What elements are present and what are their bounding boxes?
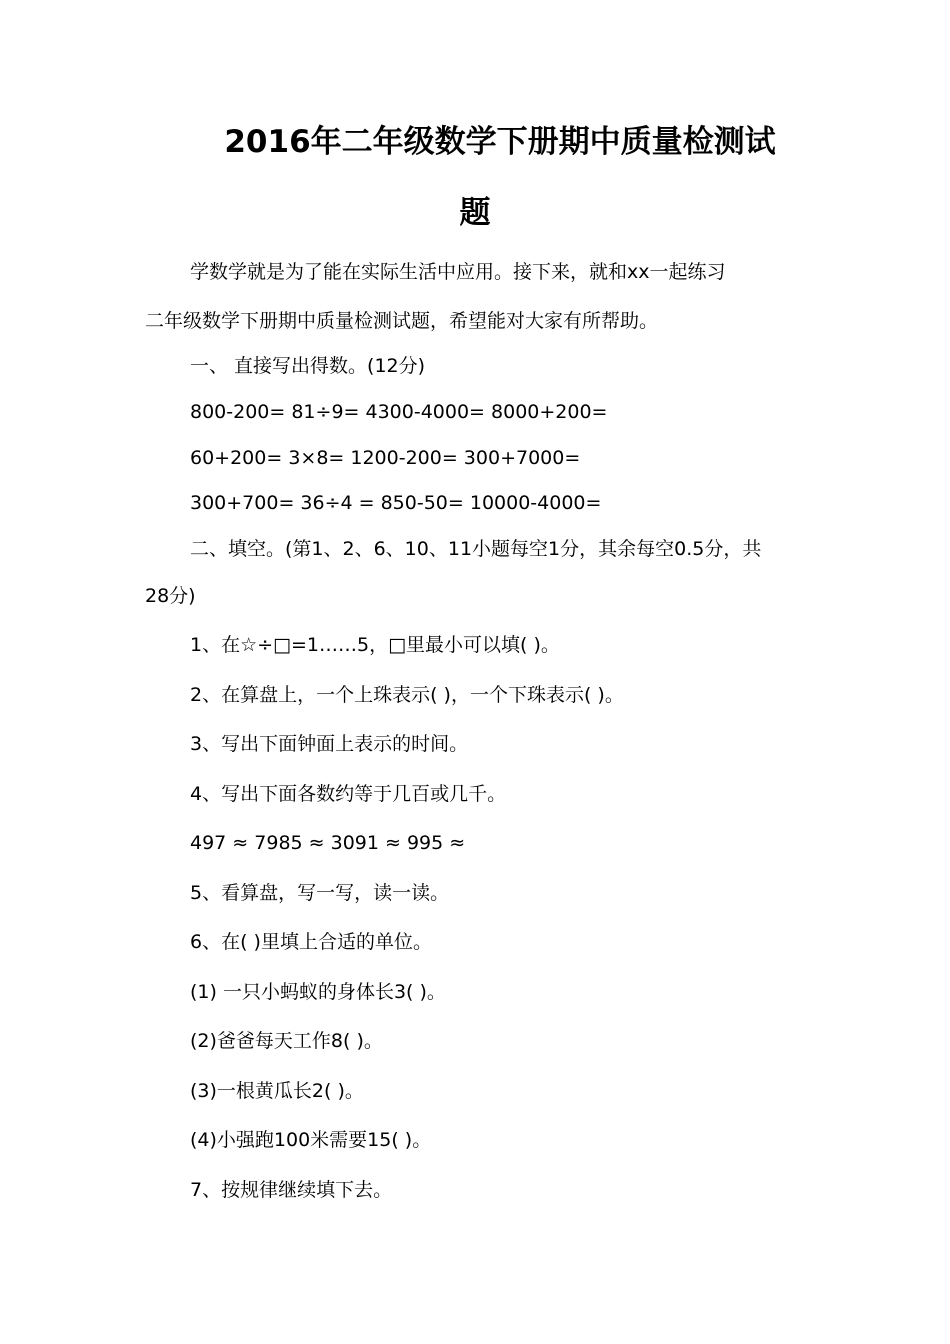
section-1-heading: 一、 直接写出得数。(12分) [190,355,426,377]
arithmetic-row-1: 800-200= 81÷9= 4300-4000= 8000+200= [190,401,608,423]
arithmetic-row-2: 60+200= 3×8= 1200-200= 300+7000= [190,447,581,469]
question-4-numbers: 497 ≈ 7985 ≈ 3091 ≈ 995 ≈ [190,832,466,854]
document-title-line-2: 题 [459,195,491,231]
question-6-item-3: (3)一根黄瓜长2( )。 [190,1080,364,1102]
arithmetic-row-3: 300+700= 36÷4 = 850-50= 10000-4000= [190,492,602,514]
question-6: 6、在( )里填上合适的单位。 [190,931,432,953]
section-2-heading-cont: 28分) [145,585,196,607]
section-2-heading: 二、填空。(第1、2、6、10、11小题每空1分，其余每空0.5分，共 [190,538,762,560]
question-1: 1、在☆÷□=1……5，□里最小可以填( )。 [190,634,560,656]
question-7: 7、按规律继续填下去。 [190,1179,393,1201]
question-5: 5、看算盘，写一写，读一读。 [190,882,450,904]
intro-line-1: 学数学就是为了能在实际生活中应用。接下来，就和xx一起练习 [190,261,726,283]
question-6-item-4: (4)小强跑100米需要15( )。 [190,1129,432,1151]
question-2: 2、在算盘上，一个上珠表示( )，一个下珠表示( )。 [190,684,624,706]
question-6-item-1: (1) 一只小蚂蚁的身体长3( )。 [190,981,446,1003]
question-3: 3、写出下面钟面上表示的时间。 [190,733,469,755]
intro-line-2: 二年级数学下册期中质量检测试题，希望能对大家有所帮助。 [145,310,659,332]
question-6-item-2: (2)爸爸每天工作8( )。 [190,1030,383,1052]
document-title-line-1: 2016年二年级数学下册期中质量检测试 [224,124,776,160]
question-4: 4、写出下面各数约等于几百或几千。 [190,783,507,805]
